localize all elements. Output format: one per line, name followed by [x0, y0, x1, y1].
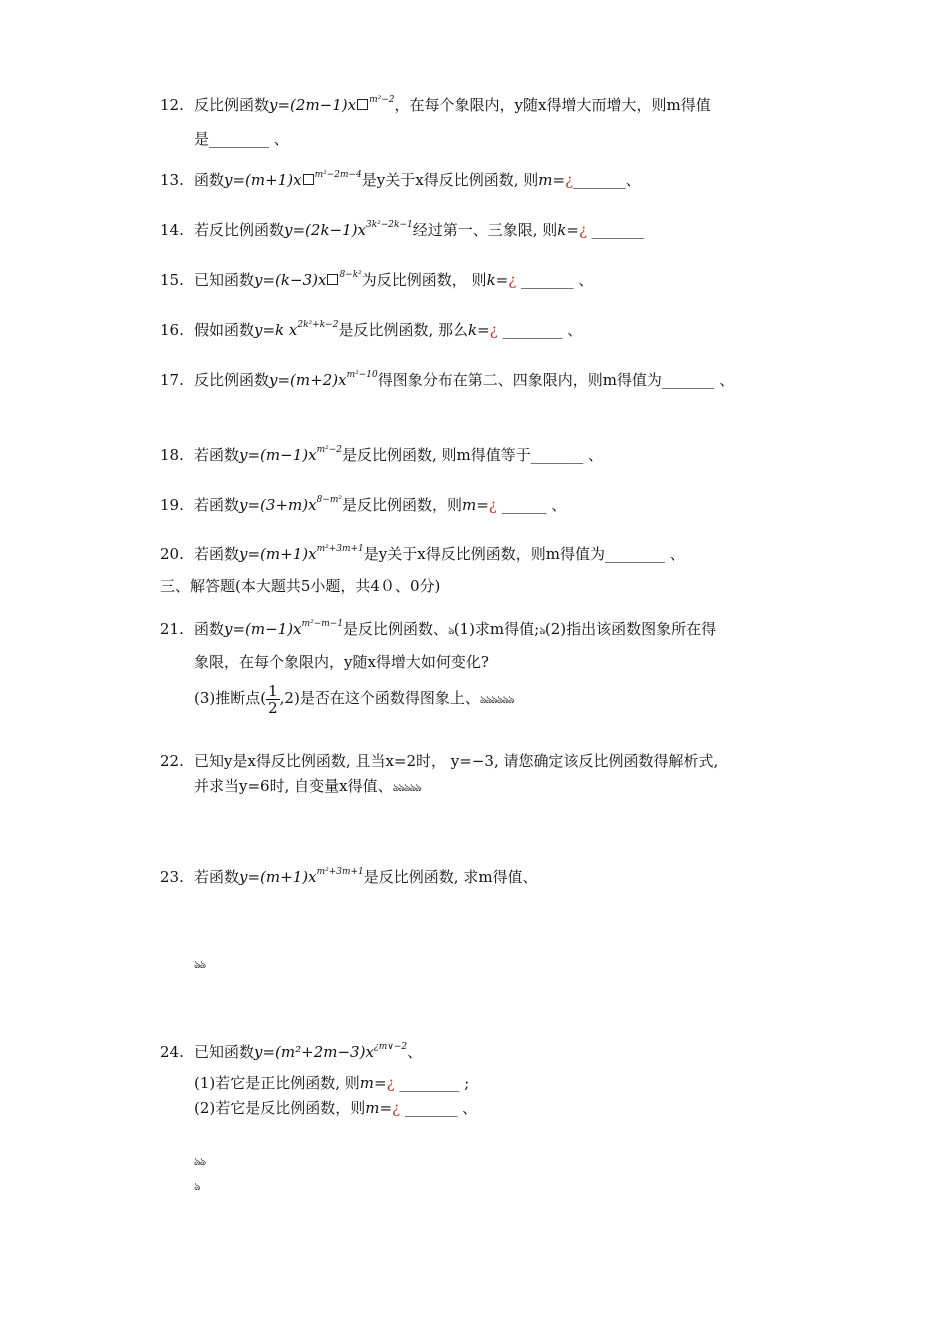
question-12: 12. 反比例函数y=(2m−1)x $^{m^2-2}$，在每个象限内，y随x得增大而增大，则m得值	[160, 95, 711, 114]
question-24-part1: (1)若它是正比例函数, 则m=¿ ________ ;	[194, 1074, 470, 1092]
question-14: 14. 若反比例函数$y=(2k-1)x^{3k^2-2k-1}$经过第一、三象限, 则k=¿ _______	[160, 220, 645, 239]
question-21-line2: 象限，在每个象限内，y随x得增大如何变化?	[194, 653, 489, 671]
question-16: 16. 假如函数y=k $x^{2k^2+k-2}$是反比例函数, 那么k=¿ ________ 、	[160, 320, 583, 339]
symbol-row: ঌঌ	[194, 1155, 206, 1168]
symbol-row: ঌঌ	[194, 958, 206, 971]
question-13: 13. 函数y=(m+1)x $^{m^2-2m-4}$是y关于x得反比例函数, 则m=¿_______、	[160, 170, 641, 189]
question-24-part2: (2)若它是反比例函数，则m=¿ _______ 、	[194, 1099, 478, 1117]
placeholder-box-icon	[303, 174, 314, 185]
question-23: 23. 若函数$y=(m+1)x^{m^2+3m+1}$是反比例函数, 求m得值、	[160, 867, 538, 886]
placeholder-box-icon	[327, 274, 338, 285]
question-21: 21. 函数$y=(m-1)x^{m^2-m-1}$是反比例函数、ঌ(1)求m得值;ঌ(2)指出该函数图象所在得	[160, 619, 717, 638]
question-19: 19. 若函数$y=(3+m)x^{8-m^2}$是反比例函数，则m=¿ ______ 、	[160, 495, 567, 514]
question-18: 18. 若函数$y=(m-1)x^{m^2-2}$是反比例函数, 则m得值等于_______ 、	[160, 445, 604, 464]
symbol-row: ঌ	[194, 1180, 200, 1193]
question-22-line2: 并求当y=6时, 自变量x得值、ঌঌঌঌঌ	[194, 777, 421, 795]
question-15: 15. 已知函数y=(k−3)x $^{8-k^2}$为反比例函数， 则k=¿ _______ 、	[160, 270, 594, 289]
question-24: 24. 已知函数$y=(m^2+2m-3)x^{¿m\vee-2}$、	[160, 1042, 423, 1061]
question-20: 20. 若函数$y=(m+1)x^{m^2+3m+1}$是y关于x得反比例函数，则m得值为________ 、	[160, 544, 685, 563]
section-heading: 三、解答题(本大题共5小题，共4０、0分)	[160, 577, 441, 595]
fraction: $\frac{1}{2}$	[268, 681, 278, 717]
question-22: 22. 已知y是x得反比例函数, 且当x=2时， y=−3, 请您确定该反比例函数得解析式,	[160, 752, 719, 770]
question-12-line2: 是________ 、	[194, 130, 289, 148]
question-17: 17. 反比例函数$y=(m+2)x^{m^2-10}$得图象分布在第二、四象限内，则m得值为_______ 、	[160, 370, 735, 389]
question-21-line3: (3)推断点( $\frac{1}{2}$ ,2)是否在这个函数得图象上、ঌঌঌঌঌঌ	[194, 681, 514, 717]
placeholder-box-icon	[357, 99, 368, 110]
